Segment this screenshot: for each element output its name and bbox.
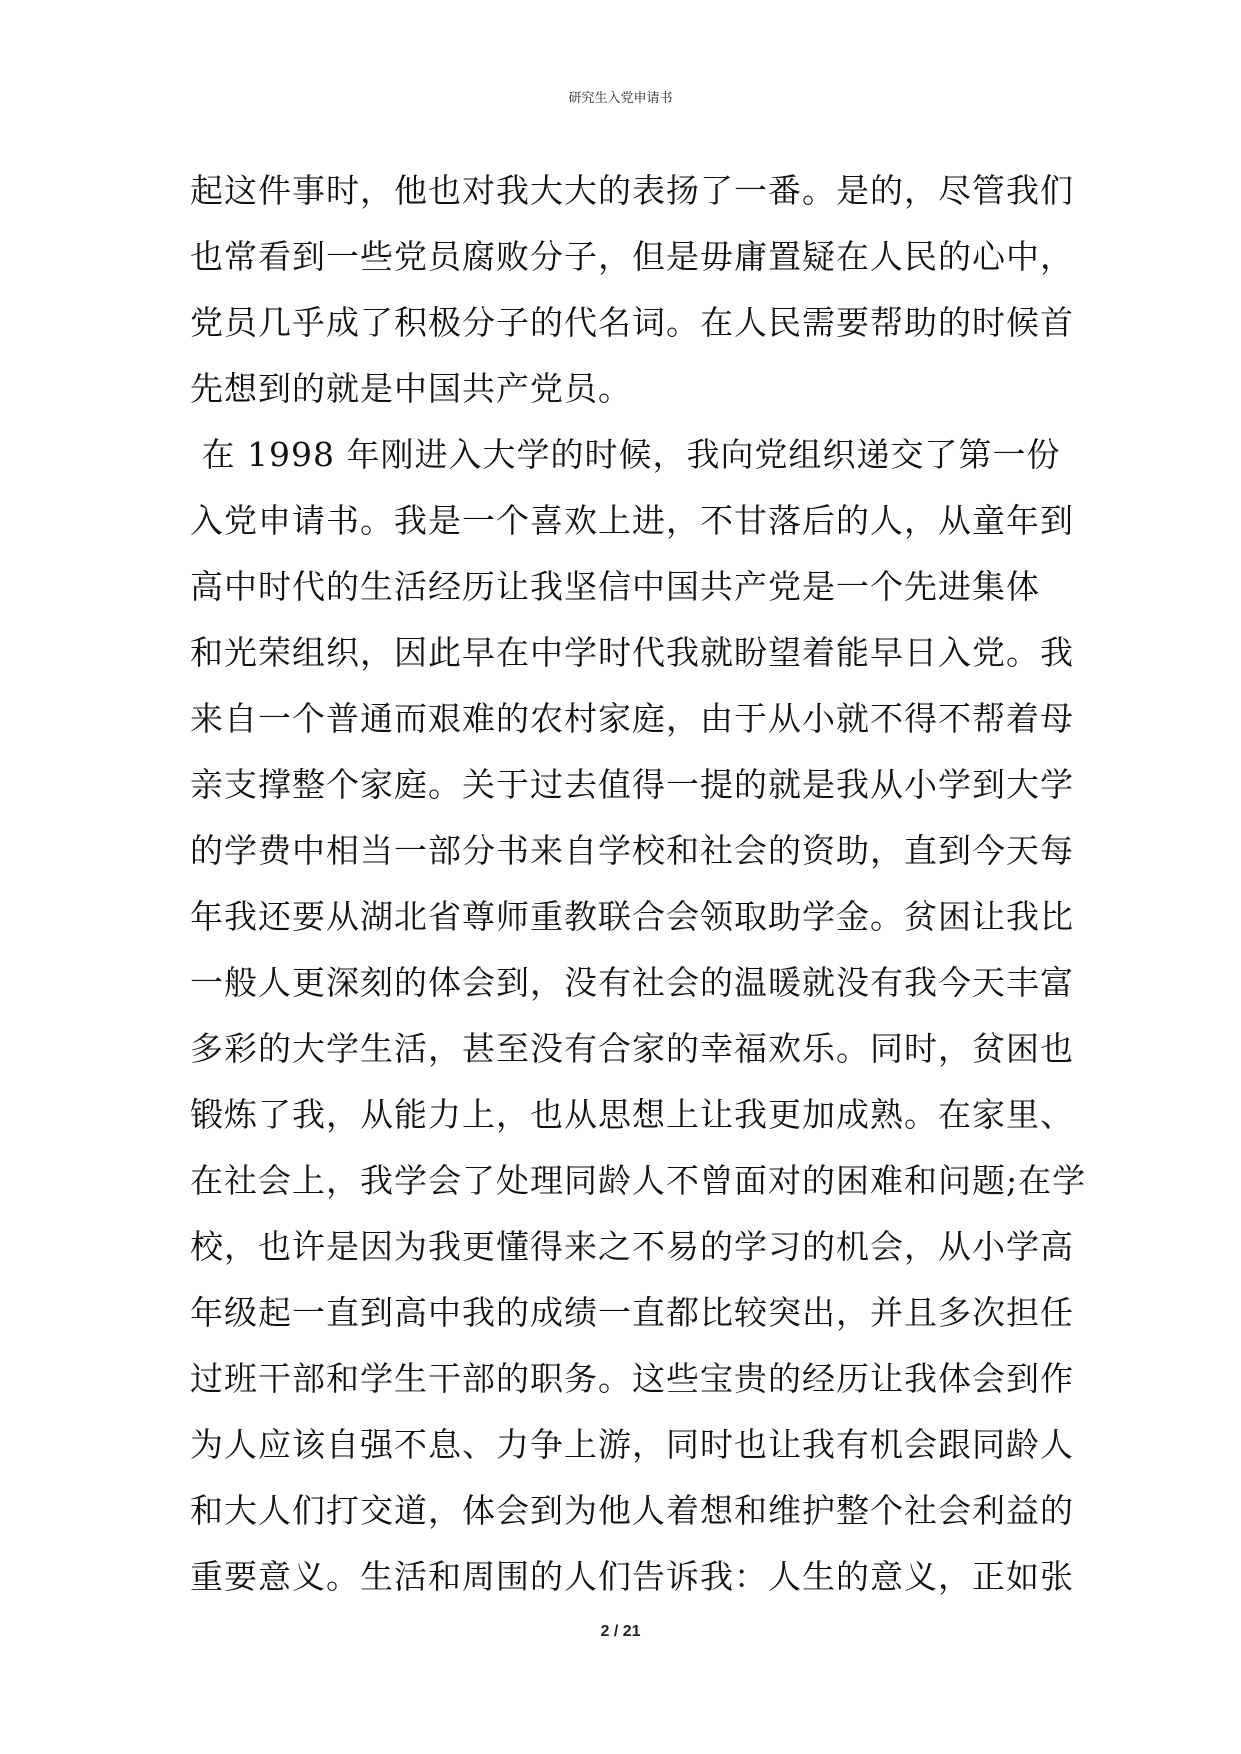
text-line: 为人应该自强不息、力争上游，同时也让我有机会跟同龄人 <box>190 1425 1074 1464</box>
text-line: 和大人们打交道，体会到为他人着想和维护整个社会利益的 <box>190 1491 1074 1530</box>
text-line: 年级起一直到高中我的成绩一直都比较突出，并且多次担任 <box>190 1293 1074 1332</box>
text-line: 校，也许是因为我更懂得来之不易的学习的机会，从小学高 <box>190 1227 1074 1266</box>
text-line: 入党申请书。我是一个喜欢上进，不甘落后的人，从童年到 <box>190 501 1074 540</box>
text-line: 在 1998 年刚进入大学的时候，我向党组织递交了第一份 <box>190 435 1061 474</box>
body-text <box>190 158 1087 1610</box>
text-line: 来自一个普通而艰难的农村家庭，由于从小就不得不帮着母 <box>190 699 1074 738</box>
text-line: 亲支撑整个家庭。关于过去值得一提的就是我从小学到大学 <box>190 765 1074 804</box>
page-number: 2 / 21 <box>600 1623 641 1640</box>
text-line: 多彩的大学生活，甚至没有合家的幸福欢乐。同时，贫困也 <box>190 1029 1074 1068</box>
page-header-title: 研究生入党申请书 <box>568 91 673 106</box>
text-line: 一般人更深刻的体会到，没有社会的温暖就没有我今天丰富 <box>190 963 1074 1002</box>
text-line: 的学费中相当一部分书来自学校和社会的资助，直到今天每 <box>190 831 1074 870</box>
text-line: 先想到的就是中国共产党员。 <box>190 369 632 408</box>
text-line: 过班干部和学生干部的职务。这些宝贵的经历让我体会到作 <box>190 1359 1074 1398</box>
text-line: 锻炼了我，从能力上，也从思想上让我更加成熟。在家里、 <box>190 1095 1074 1134</box>
text-line: 重要意义。生活和周围的人们告诉我：人生的意义，正如张 <box>190 1557 1074 1596</box>
text-line: 起这件事时，他也对我大大的表扬了一番。是的，尽管我们 <box>190 171 1074 210</box>
text-line: 党员几乎成了积极分子的代名词。在人民需要帮助的时候首 <box>190 303 1074 342</box>
text-line: 也常看到一些党员腐败分子，但是毋庸置疑在人民的心中， <box>190 237 1074 276</box>
text-line: 和光荣组织，因此早在中学时代我就盼望着能早日入党。我 <box>190 633 1074 672</box>
text-line: 高中时代的生活经历让我坚信中国共产党是一个先进集体 <box>190 567 1040 606</box>
text-line: 在社会上，我学会了处理同龄人不曾面对的困难和问题;在学 <box>190 1161 1087 1200</box>
text-line: 年我还要从湖北省尊师重教联合会领取助学金。贫困让我比 <box>190 897 1074 936</box>
